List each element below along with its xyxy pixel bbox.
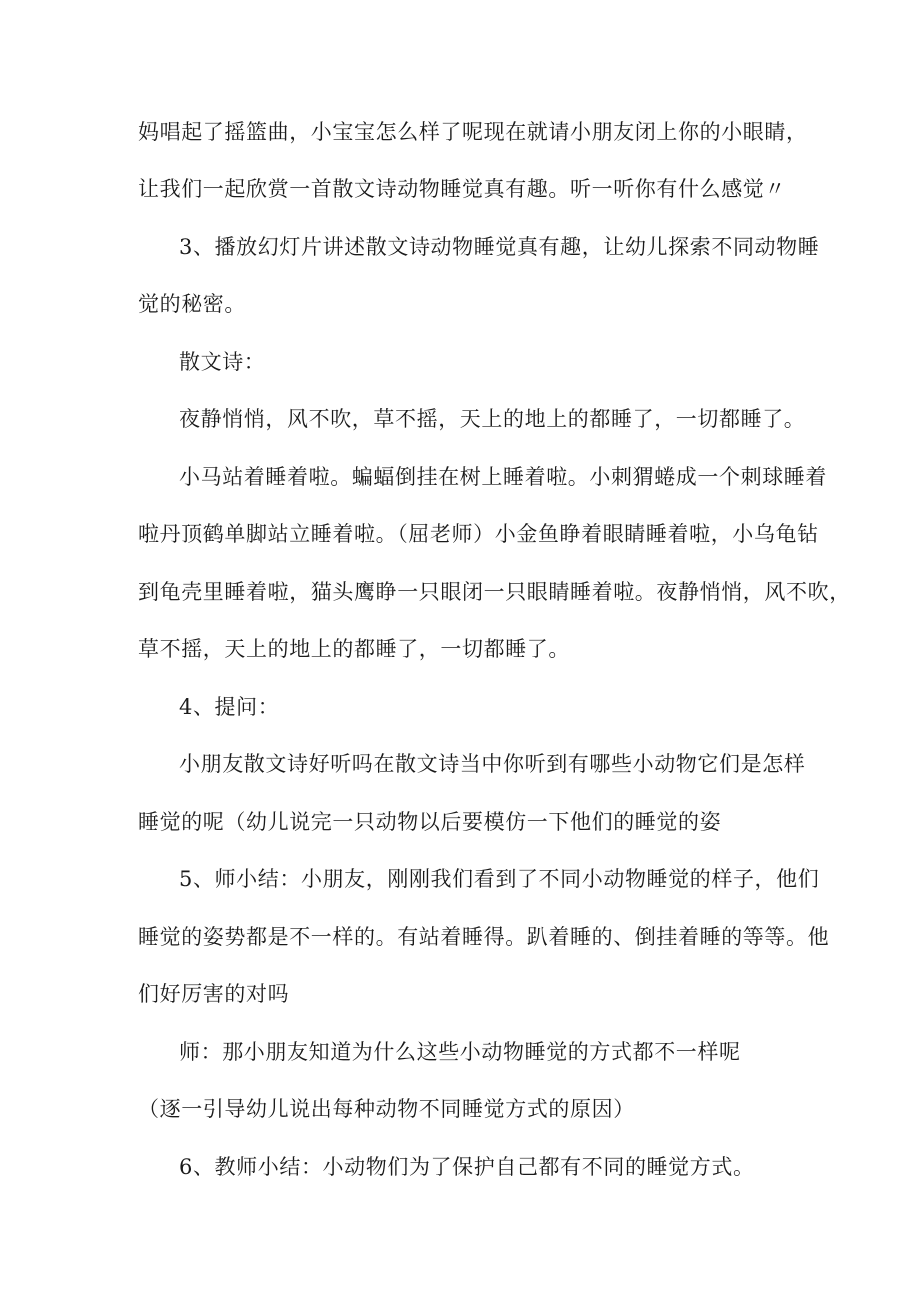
text-line-1: 妈唱起了摇篮曲，小宝宝怎么样了呢现在就请小朋友闭上你的小眼睛， bbox=[138, 120, 808, 144]
text-line-17: 师：那小朋友知道为什么这些小动物睡觉的方式都不一样呢 bbox=[179, 1040, 741, 1064]
text-line-4: 觉的秘密。 bbox=[138, 292, 246, 316]
text-line-3: 3、播放幻灯片讲述散文诗动物睡觉真有趣，让幼儿探索不同动物睡 bbox=[179, 235, 820, 259]
text-line-9: 到龟壳里睡着啦，猫头鹰睁一只眼闭一只眼睛睡着啦。夜静悄悄，风不吹， bbox=[138, 580, 851, 604]
text-line-10: 草不摇，天上的地上的都睡了，一切都睡了。 bbox=[138, 637, 570, 661]
text-line-2: 让我们一起欣赏一首散文诗动物睡觉真有趣。听一听你有什么感觉〃 bbox=[138, 177, 786, 201]
text-line-6: 夜静悄悄，风不吹，草不摇，天上的地上的都睡了，一切都睡了。 bbox=[179, 407, 806, 431]
text-line-19: 6、教师小结：小动物们为了保护自己都有不同的睡觉方式。 bbox=[179, 1155, 755, 1179]
text-line-7: 小马站着睡着啦。蝙蝠倒挂在树上睡着啦。小刺猬蜷成一个刺球睡着 bbox=[179, 465, 827, 489]
text-line-15: 睡觉的姿势都是不一样的。有站着睡得。趴着睡的、倒挂着睡的等等。他 bbox=[138, 925, 830, 949]
text-line-14: 5、师小结：小朋友，刚刚我们看到了不同小动物睡觉的样子，他们 bbox=[179, 867, 820, 891]
text-line-13: 睡觉的呢（幼儿说完一只动物以后要模仿一下他们的睡觉的姿 bbox=[138, 810, 722, 834]
text-line-8: 啦丹顶鹤单脚站立睡着啦。（屈老师）小金鱼睁着眼睛睡着啦，小乌龟钻 bbox=[138, 522, 819, 546]
text-line-5: 散文诗： bbox=[179, 350, 266, 374]
text-line-18: （逐一引导幼儿说出每种动物不同睡觉方式的原因） bbox=[138, 1097, 635, 1121]
text-line-12: 小朋友散文诗好听吗在散文诗当中你听到有哪些小动物它们是怎样 bbox=[179, 752, 806, 776]
text-line-11: 4、提问： bbox=[179, 695, 280, 719]
text-line-16: 们好厉害的对吗 bbox=[138, 982, 290, 1006]
